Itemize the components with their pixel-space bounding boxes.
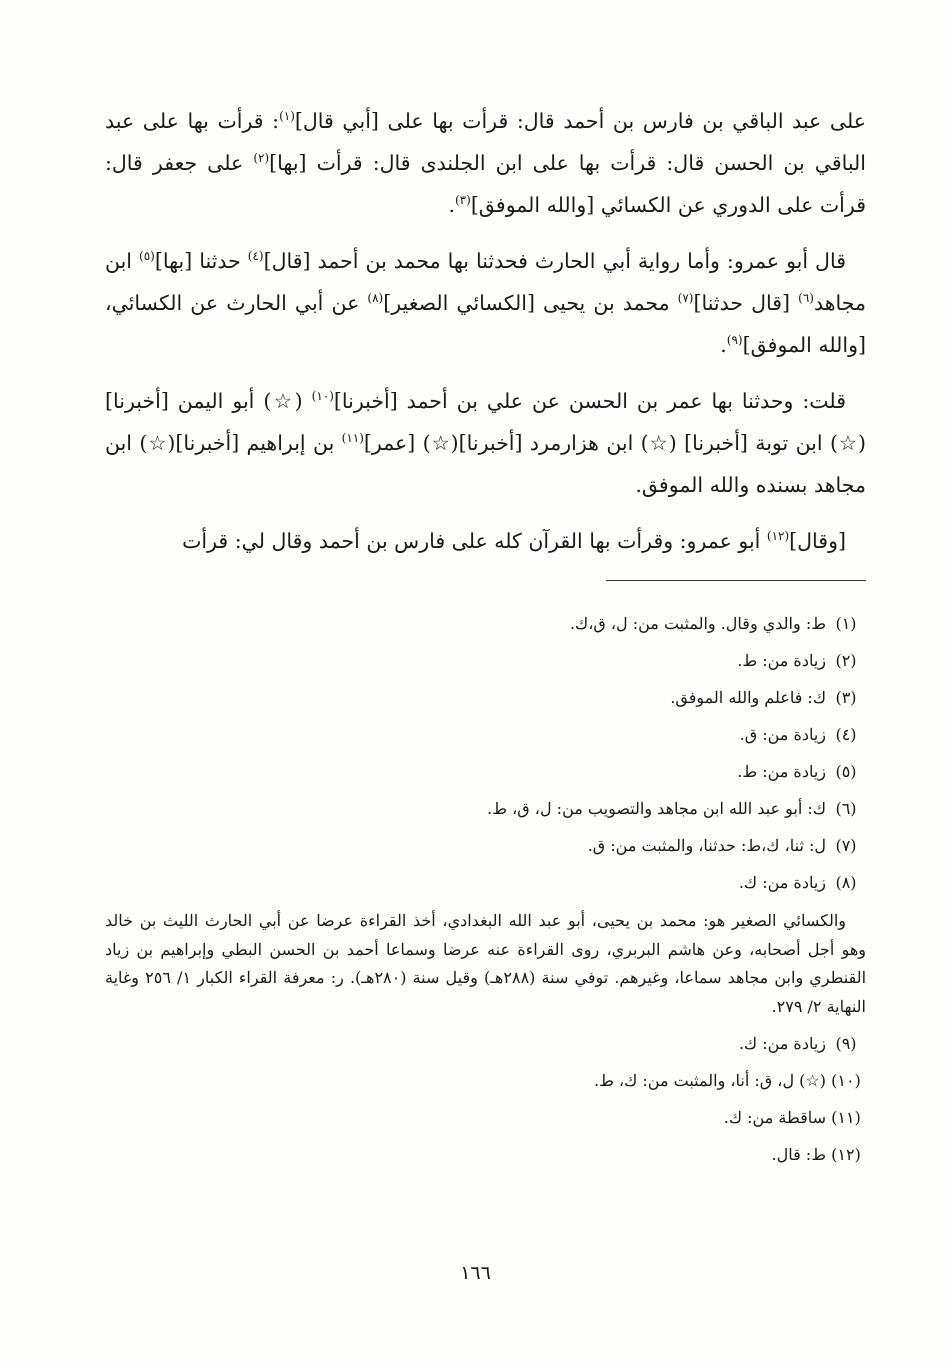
- footnote: [105, 790, 866, 827]
- footnote-number: (٤): [835, 725, 857, 744]
- page-number: ١٦٦: [460, 1262, 491, 1284]
- footnote-number: (٥): [835, 762, 857, 781]
- footnote-text: زيادة من: ط.: [737, 762, 826, 781]
- footnote-separator-wrap: [105, 576, 866, 591]
- footnote-number: (٨): [835, 873, 857, 892]
- paragraph-1: على عبد الباقي بن فارس بن أحمد قال: قرأت بها على [أبي قال]$^{(١)}$: قرأت بها على عبد الباقي بن الحسن قال: قرأت بها على ابن الجلندى قال: قرأت [بها]$^{(٢)}$ على جعفر قال: قرأت على الدوري عن الكسائي [والله الموفق]$^{(٣)}$.: [105, 109, 866, 217]
- footnotes: [105, 605, 866, 901]
- footnote-text: ك: أبو عبد الله ابن مجاهد والتصويب من: ل، ق، ط.: [487, 799, 826, 818]
- footnote: [105, 642, 866, 679]
- paragraph-3: قلت: وحدثنا بها عمر بن الحسن عن علي بن أحمد [أخبرنا]$^{(١٠)}$ (☆) أبو اليمن [أخبرنا] (☆) ابن توبة [أخبرنا] (☆) ابن هزارمرد [أخبرنا](☆) [عمر]$^{(١١)}$ بن إبراهيم [أخبرنا](☆) ابن مجاهد بسنده والله الموفق.: [105, 389, 866, 497]
- footnote: [105, 679, 866, 716]
- footnote: [105, 827, 866, 864]
- footnote-text: زيادة من: ك.: [738, 1034, 826, 1053]
- footnote-text: ط: قال.: [771, 1145, 826, 1164]
- footnote-text: زيادة من: ق.: [739, 725, 826, 744]
- footnote-separator: [606, 580, 866, 581]
- footnote-text: ط: والدي وقال. والمثبت من: ل، ق،ك.: [569, 614, 826, 633]
- footnote-8-note: والكسائي الصغير هو: محمد بن يحيى، أبو عبد الله البغدادي، أخذ القراءة عرضا عن أبي الحارث الليث بن خالد وهو أجل أصحابه، وعن هاشم البربري، روى القراءة عنه عرضا وسماعا أحمد بن الحسن البطي وإبراهيم بن زياد القنطري وابن مجاهد سماعا، وغيرهم. توفي سنة (٢٨٨هـ) وقيل سنة (٢٨٠هـ). ر: معرفة القراء الكبار ١/ ٢٥٦ وغاية النهاية ٢/ ٢٧٩.: [105, 911, 867, 1016]
- footnote-number: (١١): [831, 1108, 861, 1127]
- footnote-text: ل: ثنا، ك،ط: حدثنا، والمثبت من: ق.: [587, 836, 826, 855]
- footnote: [105, 1136, 866, 1173]
- footnote-number: (١٢): [831, 1145, 861, 1164]
- body-text: [105, 100, 866, 562]
- footnote-text: (☆) ل، ق: أنا، والمثبت من: ك، ط.: [594, 1071, 826, 1090]
- footnote-number: (٧): [835, 836, 857, 855]
- footnote: [105, 1099, 866, 1136]
- footnote: [105, 716, 866, 753]
- footnote: [105, 1025, 866, 1062]
- paragraph-4: [وقال]$^{(١٢)}$ أبو عمرو: وقرأت بها القرآن كله على فارس بن أحمد وقال لي: قرأت: [182, 529, 846, 553]
- footnote: [105, 605, 866, 642]
- footnote-number: (٩): [835, 1034, 857, 1053]
- footnote-text: زيادة من: ك.: [738, 873, 826, 892]
- footnote-number: (١٠): [831, 1071, 861, 1090]
- footnote: [105, 864, 866, 901]
- footnote-number: (١): [835, 614, 857, 633]
- footnote-text: ك: فاعلم والله الموفق.: [670, 688, 826, 707]
- footnote-number: (٦): [835, 799, 857, 818]
- footnote-number: (٢): [835, 651, 857, 670]
- footnote-text: زيادة من: ط.: [737, 651, 826, 670]
- paragraph-2: قال أبو عمرو: وأما رواية أبي الحارث فحدثنا بها محمد بن أحمد [قال]$^{(٤)}$ حدثنا [بها]$^{(٥)}$ ابن مجاهد$^{(٦)}$ [قال حدثنا]$^{(٧)}$ محمد بن يحيى [الكسائي الصغير]$^{(٨)}$ عن أبي الحارث عن الكسائي، [والله الموفق]$^{(٩)}$.: [105, 249, 866, 357]
- footnote-text: ساقطة من: ك.: [723, 1108, 826, 1127]
- footnote: [105, 753, 866, 790]
- footnote-number: (٣): [835, 688, 857, 707]
- footnote: [105, 1062, 866, 1099]
- footnotes-after: [105, 1025, 866, 1173]
